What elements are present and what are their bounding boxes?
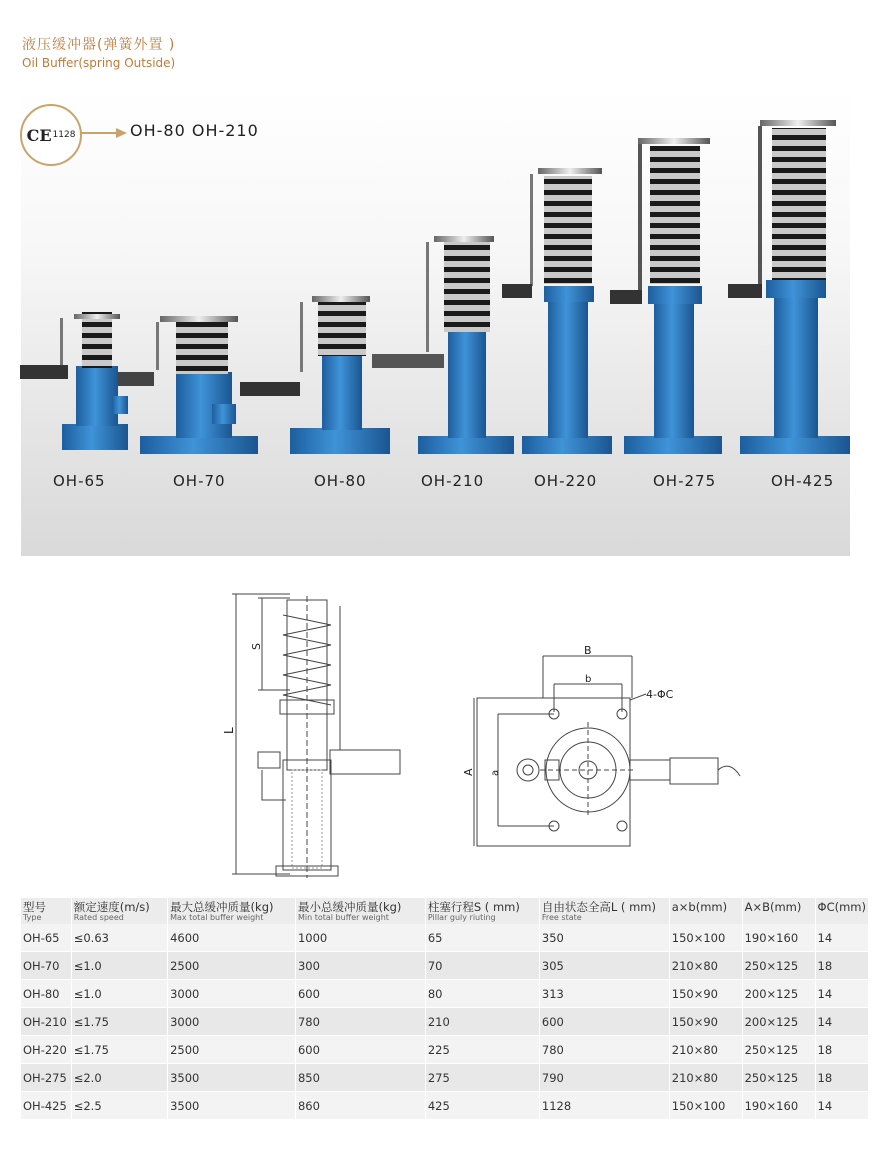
product-oh-210-illustration	[372, 236, 514, 454]
dimension-label-b-outer: B	[584, 644, 592, 657]
table-cell: 210×80	[669, 1036, 742, 1064]
table-cell: ≤1.75	[71, 1036, 167, 1064]
table-cell: 150×100	[669, 1092, 742, 1120]
column-header: 额定速度(m/s) Rated speed	[71, 898, 167, 924]
table-cell: 4600	[168, 924, 296, 952]
table-cell: 425	[425, 1092, 539, 1120]
table-cell: 250×125	[742, 1036, 815, 1064]
table-cell: ≤1.0	[71, 980, 167, 1008]
table-cell: 313	[539, 980, 669, 1008]
column-header: 型号 Type	[21, 898, 71, 924]
table-row	[21, 1092, 869, 1120]
table-cell: 14	[815, 924, 868, 952]
table-cell: 2500	[168, 952, 296, 980]
table-cell: 600	[295, 980, 425, 1008]
product-label: OH-275	[653, 472, 717, 490]
dimension-label-a-outer: A	[462, 768, 475, 776]
table-cell: 190×160	[742, 924, 815, 952]
table-cell: 18	[815, 952, 868, 980]
table-cell: OH-70	[21, 952, 71, 980]
dimension-label-a-inner: a	[490, 769, 501, 776]
product-oh-70-illustration	[118, 316, 258, 454]
product-oh-80-illustration	[240, 296, 390, 454]
table-cell: 200×125	[742, 1008, 815, 1036]
table-cell: 18	[815, 1064, 868, 1092]
table-cell: 3500	[168, 1064, 296, 1092]
table-cell: 350	[539, 924, 669, 952]
table-cell: 850	[295, 1064, 425, 1092]
product-label: OH-220	[534, 472, 598, 490]
table-cell: 250×125	[742, 952, 815, 980]
column-header: a×b(mm)	[669, 898, 742, 924]
table-cell: 210×80	[669, 1064, 742, 1092]
table-cell: 790	[539, 1064, 669, 1092]
table-cell: 860	[295, 1092, 425, 1120]
column-header: A×B(mm)	[742, 898, 815, 924]
table-cell: 780	[295, 1008, 425, 1036]
product-oh-425-illustration	[728, 120, 850, 454]
table-row	[21, 1008, 869, 1036]
column-header: 柱塞行程S ( mm) Pillar guly riuting	[425, 898, 539, 924]
column-header: 最小总缓冲质量(kg) Min total buffer weight	[295, 898, 425, 924]
table-cell: 600	[295, 1036, 425, 1064]
column-header: 最大总缓冲质量(kg) Max total buffer weight	[168, 898, 296, 924]
table-cell: 18	[815, 1036, 868, 1064]
product-label: OH-70	[173, 472, 226, 490]
table-cell: 210×80	[669, 952, 742, 980]
product-oh-275-illustration	[610, 138, 722, 454]
table-cell: OH-275	[21, 1064, 71, 1092]
table-cell: 250×125	[742, 1064, 815, 1092]
table-cell: OH-80	[21, 980, 71, 1008]
table-cell: 2500	[168, 1036, 296, 1064]
table-header-row	[21, 898, 869, 924]
table-cell: 1000	[295, 924, 425, 952]
table-cell: 300	[295, 952, 425, 980]
top-view-drawing	[474, 656, 740, 846]
table-cell: 14	[815, 1092, 868, 1120]
table-cell: 780	[539, 1036, 669, 1064]
table-cell: 200×125	[742, 980, 815, 1008]
side-view-drawing	[232, 594, 400, 878]
dimension-label-s: S	[250, 643, 263, 650]
column-header: 自由状态全高L ( mm) Free state	[539, 898, 669, 924]
product-label: OH-80	[314, 472, 367, 490]
product-label: OH-65	[53, 472, 106, 490]
table-cell: 210	[425, 1008, 539, 1036]
table-cell: 70	[425, 952, 539, 980]
table-cell: ≤2.0	[71, 1064, 167, 1092]
table-row	[21, 924, 869, 952]
table-cell: OH-220	[21, 1036, 71, 1064]
table-cell: 225	[425, 1036, 539, 1064]
page-title-cn: 液压缓冲器(弹簧外置 )	[22, 37, 176, 53]
table-cell: 150×100	[669, 924, 742, 952]
table-cell: 305	[539, 952, 669, 980]
table-cell: 190×160	[742, 1092, 815, 1120]
table-cell: 14	[815, 1008, 868, 1036]
table-cell: ≤2.5	[71, 1092, 167, 1120]
table-cell: 600	[539, 1008, 669, 1036]
certified-models: OH-80 OH-210	[130, 121, 259, 140]
table-cell: 150×90	[669, 1008, 742, 1036]
table-cell: ≤1.75	[71, 1008, 167, 1036]
table-cell: OH-210	[21, 1008, 71, 1036]
page-title-en: Oil Buffer(spring Outside)	[22, 56, 176, 70]
column-header: ΦC(mm)	[815, 898, 868, 924]
product-label: OH-425	[771, 472, 835, 490]
hole-note-label: 4-ΦC	[646, 688, 674, 701]
dimension-label-l: L	[222, 727, 236, 734]
table-cell: OH-65	[21, 924, 71, 952]
product-oh-65-illustration	[20, 312, 128, 450]
table-cell: 150×90	[669, 980, 742, 1008]
table-cell: 65	[425, 924, 539, 952]
table-row	[21, 952, 869, 980]
table-cell: ≤1.0	[71, 952, 167, 980]
table-cell: 3000	[168, 980, 296, 1008]
table-cell: 14	[815, 980, 868, 1008]
product-oh-220-illustration	[502, 168, 612, 454]
table-cell: 80	[425, 980, 539, 1008]
table-cell: 275	[425, 1064, 539, 1092]
ce-number: 1128	[52, 130, 76, 140]
table-cell: 3000	[168, 1008, 296, 1036]
table-cell: ≤0.63	[71, 924, 167, 952]
table-row	[21, 1064, 869, 1092]
table-row	[21, 980, 869, 1008]
table-cell: OH-425	[21, 1092, 71, 1120]
table-row	[21, 1036, 869, 1064]
dimension-label-b-inner: b	[585, 674, 592, 685]
table-cell: 3500	[168, 1092, 296, 1120]
product-label: OH-210	[421, 472, 485, 490]
ce-mark: CE	[26, 125, 52, 145]
specification-table	[21, 898, 869, 1120]
table-cell: 1128	[539, 1092, 669, 1120]
